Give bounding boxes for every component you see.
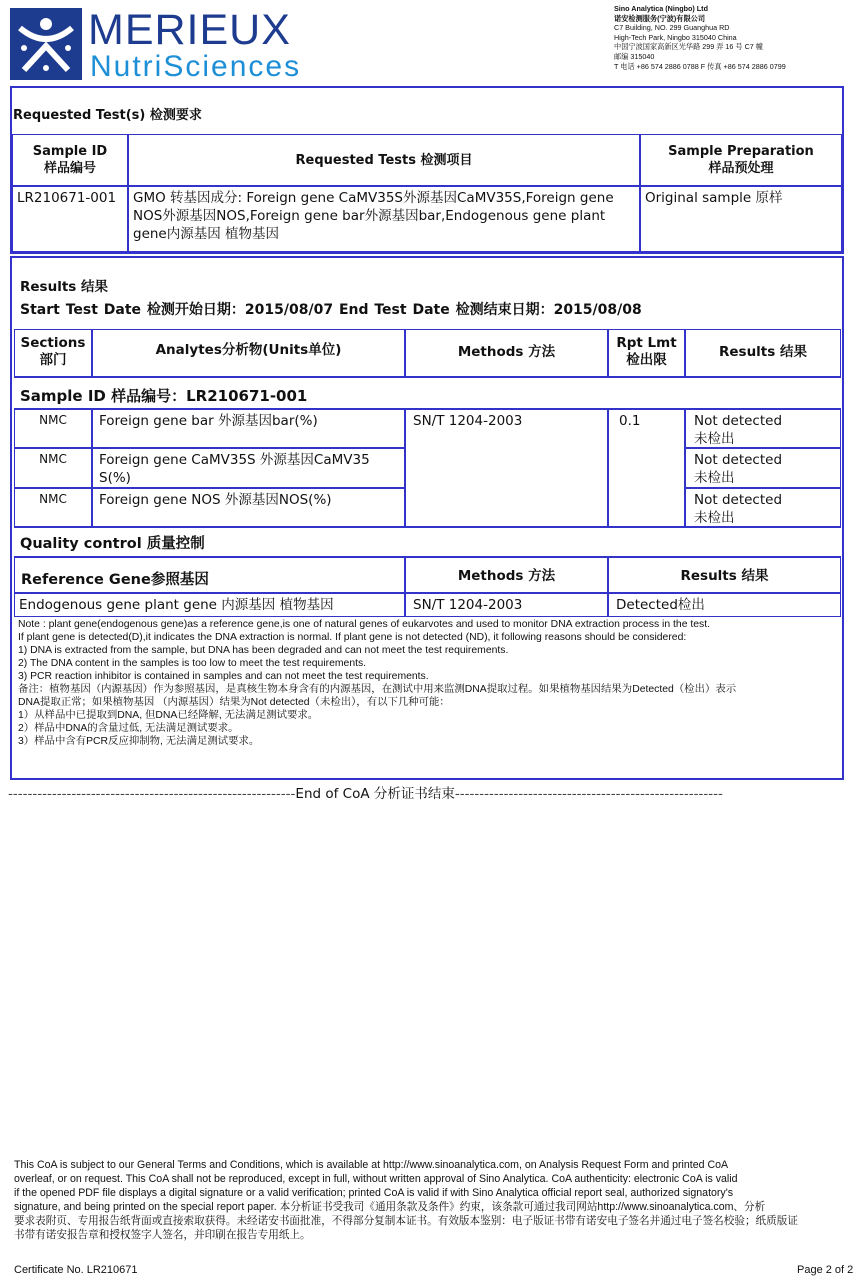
table-row-1-analyte bbox=[92, 409, 405, 448]
header-sample-prep-label: Sample Preparation bbox=[668, 144, 814, 159]
header-rpt-lmt-label: Rpt Lmt bbox=[616, 335, 677, 351]
notes bbox=[18, 618, 844, 748]
qc-title: Quality control 质量控制 bbox=[20, 536, 205, 552]
rpt-lmt-value: 0.1 bbox=[619, 413, 641, 429]
note-line: 1) DNA is extracted from the sample, but DNA has been degraded and can not meet the test requirements. bbox=[18, 645, 509, 656]
qc-header-reference bbox=[14, 557, 405, 593]
sample-heading-row bbox=[14, 377, 841, 409]
requested-tests-value: GMO 转基因成分: Foreign gene CaMV35S外源基因CaMV35S,Foreign gene NOS外源基因NOS,Foreign gene bar外源基因bar,Endogenous gene plant gene内源基因 植物基因 bbox=[133, 190, 614, 242]
note-line: 1）从样品中已提取到DNA, 但DNA已经降解, 无法满足测试要求。 bbox=[18, 710, 319, 721]
table-row-2-analyte bbox=[92, 448, 405, 488]
table-row-3-analyte bbox=[92, 488, 405, 527]
header-sections bbox=[14, 329, 92, 377]
note-line: 备注：植物基因（内源基因）作为参照基因，是真核生物本身含有的内源基因，在测试中用来监测DNA提取过程。如果植物基因结果为Detected（检出）表示 bbox=[18, 684, 737, 695]
footer-line: if the opened PDF file displays a digital signature or a valid verification; printed CoA is valid if with Sino Analytica official report seal, authorized signatory's bbox=[14, 1187, 734, 1199]
table-row-3-section bbox=[14, 488, 92, 527]
footer-line: 要求表附页、专用报告纸背面或直接索取获得。未经诺安书面批准，不得部分复制本证书。有效版本鉴别：电子版证书带有诺安电子签名并通过电子签名校验；纸质版证 bbox=[14, 1215, 798, 1227]
note-line: DNA提取正常；如果植物基因 （内源基因）结果为Not detected（未检出），有以下几种可能： bbox=[18, 697, 450, 708]
footer-line: signature, and being printed on the special report paper. 本分析证书受我司《通用条款及条件》约束，该条款可通过我司网站http://www.sinoanalytica.com、分析 bbox=[14, 1201, 766, 1213]
result-value-cn: 未检出 bbox=[694, 470, 735, 486]
logo-mark-icon bbox=[10, 8, 82, 80]
note-line: If plant gene is detected(D),it indicates the DNA extraction is normal. If plant gene is not detected (ND), it following reasons should be considered: bbox=[18, 632, 687, 643]
qc-header-methods bbox=[405, 557, 608, 593]
header-analytes-label: Analytes分析物(Units单位) bbox=[155, 342, 342, 358]
sample-id-value: LR210671-001 bbox=[17, 190, 117, 206]
company-logo bbox=[10, 6, 310, 83]
requested-tests-title: Requested Test(s) 检测要求 bbox=[13, 108, 202, 123]
footer-line: overleaf, or on request. This CoA shall not be reproduced, except in full, without written approval of Sino Analytica. CoA authenticity: electronic CoA is valid bbox=[14, 1173, 738, 1185]
address-line-2: High-Tech Park, Ningbo 315040 China bbox=[614, 32, 737, 42]
qc-header-results-label: Results 结果 bbox=[680, 568, 769, 584]
certificate-number: Certificate No. LR210671 bbox=[14, 1264, 138, 1276]
methods-merged-cell bbox=[405, 409, 608, 527]
footer-line: 书带有诺安报告章和授权签字人签名，并印刷在报告专用纸上。 bbox=[14, 1229, 311, 1241]
result-value-cn: 未检出 bbox=[694, 431, 735, 447]
end-of-coa-text: End of CoA 分析证书结束 bbox=[295, 786, 455, 802]
method-value: SN/T 1204-2003 bbox=[413, 413, 523, 429]
qc-row-method bbox=[405, 593, 608, 617]
header-requested-tests-label: Requested Tests 检测项目 bbox=[295, 152, 473, 168]
logo-wordmark-nutrisciences: NutriSciences bbox=[90, 50, 302, 83]
result-value: Not detected bbox=[694, 413, 783, 429]
header-rpt-lmt-label-cn: 检出限 bbox=[626, 352, 667, 368]
qc-row-gene bbox=[14, 593, 405, 617]
table-row-2-result bbox=[685, 448, 841, 488]
header-methods bbox=[405, 329, 608, 377]
page-number: Page 2 of 2 bbox=[797, 1264, 854, 1276]
table-row-1-section bbox=[14, 409, 92, 448]
company-name-cn: 诺安检测服务(宁波)有限公司 bbox=[614, 13, 706, 23]
section-value: NMC bbox=[39, 452, 67, 466]
header-results bbox=[685, 329, 841, 377]
contact: T 电话 +86 574 2886 0788 F 传真 +86 574 2886 0799 bbox=[614, 61, 786, 71]
qc-gene-value: Endogenous gene plant gene 内源基因 植物基因 bbox=[19, 597, 334, 613]
header-sample-id bbox=[12, 134, 128, 186]
header-sample-id-label-cn: 样品编号 bbox=[43, 161, 96, 176]
header-sections-label: Sections bbox=[20, 335, 86, 351]
analyte-value: Foreign gene CaMV35S 外源基因CaMV35 S(%) bbox=[99, 452, 370, 486]
cell-sample-prep bbox=[640, 186, 842, 252]
header-requested-tests bbox=[128, 134, 640, 186]
qc-title-row bbox=[14, 527, 841, 557]
postcode: 邮编 315040 bbox=[614, 51, 655, 61]
result-value-cn: 未检出 bbox=[694, 510, 735, 526]
result-value: Not detected bbox=[694, 452, 783, 468]
header-sections-label-cn: 部门 bbox=[39, 352, 67, 368]
cell-requested-tests bbox=[128, 186, 640, 252]
note-line: 3）样品中含有PCR反应抑制物, 无法满足测试要求。 bbox=[18, 736, 260, 747]
section-value: NMC bbox=[39, 492, 67, 506]
qc-result-value: Detected检出 bbox=[616, 597, 705, 613]
header-methods-label: Methods 方法 bbox=[457, 344, 556, 360]
header-rpt-lmt bbox=[608, 329, 685, 377]
header-results-label: Results 结果 bbox=[718, 344, 807, 360]
section-value: NMC bbox=[39, 413, 67, 427]
cell-sample-id bbox=[12, 186, 128, 252]
rpt-lmt-merged-cell bbox=[608, 409, 685, 527]
footer-line: This CoA is subject to our General Terms and Conditions, which is available at http://www.sinoanalytica.com, on Analysis Request Form and printed CoA bbox=[14, 1159, 729, 1171]
header-sample-prep bbox=[640, 134, 842, 186]
test-dates: Start Test Date 检测开始日期：2015/08/07 End Test Date 检测结束日期：2015/08/08 bbox=[20, 302, 642, 318]
table-row-1-result bbox=[685, 409, 841, 448]
company-name-en: Sino Analytica (Ningbo) Ltd bbox=[614, 4, 708, 13]
qc-header-methods-label: Methods 方法 bbox=[457, 568, 556, 584]
result-value: Not detected bbox=[694, 492, 783, 508]
address-line-1: C7 Building, NO. 299 Guanghua RD bbox=[614, 23, 730, 33]
results-title: Results 结果 bbox=[20, 279, 109, 295]
table-row-3-result bbox=[685, 488, 841, 527]
analyte-value: Foreign gene bar 外源基因bar(%) bbox=[99, 413, 318, 429]
note-line: 2) The DNA content in the samples is too low to meet the test requirements. bbox=[18, 658, 367, 669]
sample-heading: Sample ID 样品编号：LR210671-001 bbox=[20, 387, 308, 405]
header-sample-id-label: Sample ID bbox=[32, 144, 108, 159]
analyte-value: Foreign gene NOS 外源基因NOS(%) bbox=[99, 492, 332, 508]
note-line: 3) PCR reaction inhibitor is contained in samples and can not meet the test requirements. bbox=[18, 671, 429, 682]
end-of-coa-divider: -----------------------------------------------------------End of CoA 分析证书结束------------------------------------------------------- bbox=[8, 786, 723, 802]
logo-wordmark-merieux: MERIEUX bbox=[88, 6, 291, 54]
note-line: Note : plant gene(endogenous gene)as a reference gene,is one of natural genes of eukarvotes and used to monitor DNA extraction process in the test. bbox=[18, 619, 710, 630]
qc-row-result bbox=[608, 593, 841, 617]
sample-prep-value: Original sample 原样 bbox=[645, 190, 783, 206]
footer-terms bbox=[14, 1158, 860, 1242]
qc-method-value: SN/T 1204-2003 bbox=[413, 597, 523, 613]
company-info bbox=[614, 4, 864, 71]
qc-header-results bbox=[608, 557, 841, 593]
address-cn: 中国宁波国家高新区光华路 299 弄 16 号 C7 幢 bbox=[614, 42, 763, 52]
table-row-2-section bbox=[14, 448, 92, 488]
note-line: 2）样品中DNA的含量过低, 无法满足测试要求。 bbox=[18, 723, 239, 734]
qc-header-reference-label: Reference Gene参照基因 bbox=[21, 572, 209, 588]
header-sample-prep-label-cn: 样品预处理 bbox=[708, 161, 774, 176]
header-analytes bbox=[92, 329, 405, 377]
